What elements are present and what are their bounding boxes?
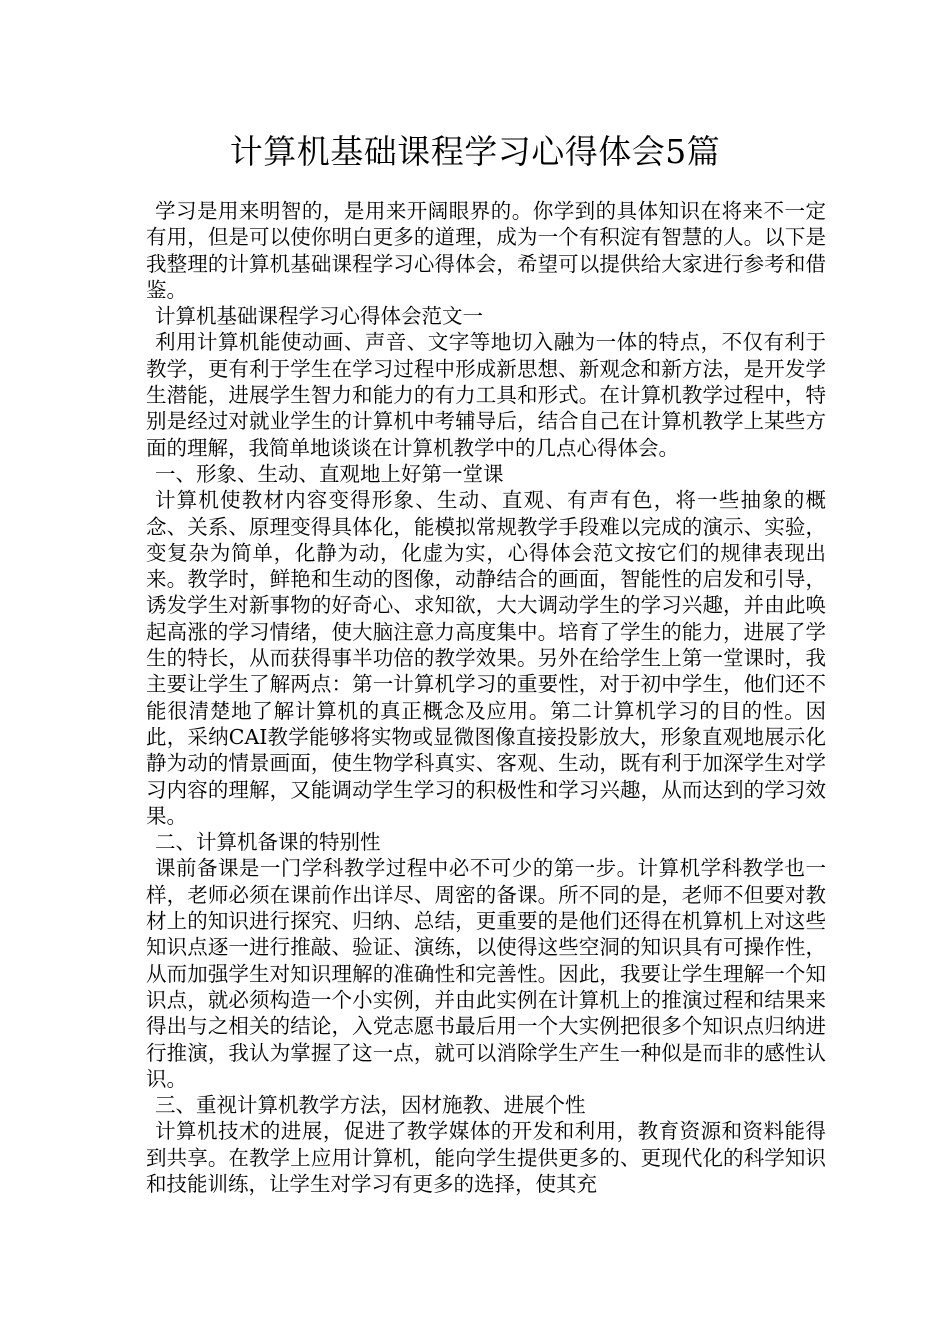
body-paragraph: 利用计算机能使动画、声音、文字等地切入融为一体的特点，不仅有利于教学，更有利于学生在学习过程中形成新思想、新观念和新方法，是开发学生潜能，进展学生智力和能力的有力工具和形式。在计算机教学过程中，特别是经过对就业学生的计算机中考辅导后，结合自己在计算机教学上某些方面的理解，我简单地谈谈在计算机教学中的几点心得体会。	[146, 330, 826, 460]
body-paragraph: 计算机技术的进展，促进了教学媒体的开发和利用，教育资源和资料能得到共享。在教学上应用计算机，能向学生提供更多的、更现代化的科学知识和技能训练，让学生对学习有更多的选择，使其充	[146, 1119, 826, 1196]
section-heading-sample-one: 计算机基础课程学习心得体会范文一	[155, 304, 483, 329]
section-heading-first-lesson: 一、形象、生动、直观地上好第一堂课	[155, 461, 504, 486]
section-heading-lesson-prep: 二、计算机备课的特别性	[155, 830, 381, 855]
document-title: 计算机基础课程学习心得体会5篇	[229, 132, 721, 171]
body-paragraph: 课前备课是一门学科教学过程中必不可少的第一步。计算机学科教学也一样，老师必须在课前作出详尽、周密的备课。所不同的是，老师不但要对教材上的知识进行探究、归纳、总结，更重要的是他们还得在机算机上对这些知识点逐一进行推敲、验证、演练，以使得这些空洞的知识具有可操作性，从而加强学生对知识理解的准确性和完善性。因此，我要让学生理解一个知识点，就必须构造一个小实例，并由此实例在计算机上的推演过程和结果来得出与之相关的结论，入党志愿书最后用一个大实例把很多个知识点归纳进行推演，我认为掌握了这一点，就可以消除学生产生一种似是而非的感性认识。	[146, 856, 826, 1091]
section-heading-teaching-methods: 三、重视计算机教学方法，因材施教、进展个性	[155, 1093, 586, 1118]
intro-paragraph: 学习是用来明智的，是用来开阔眼界的。你学到的具体知识在将来不一定有用，但是可以使你明白更多的道理，成为一个有积淀有智慧的人。以下是我整理的计算机基础课程学习心得体会，希望可以提供给大家进行参考和借鉴。	[146, 199, 826, 302]
document-body	[146, 198, 826, 1197]
body-paragraph: 计算机使教材内容变得形象、生动、直观、有声有色，将一些抽象的概念、关系、原理变得具体化，能模拟常规教学手段难以完成的演示、实验，变复杂为简单，化静为动，化虚为实，心得体会范文按它们的规律表现出来。教学时，鲜艳和生动的图像，动静结合的画面，智能性的启发和引导，诱发学生对新事物的好奇心、求知欲，大大调动学生的学习兴趣，并由此唤起高涨的学习情绪，使大脑注意力高度集中。培育了学生的能力，进展了学生的特长，从而获得事半功倍的教学效果。另外在给学生上第一堂课时，我主要让学生了解两点：第一计算机学习的重要性，对于初中学生，他们还不能很清楚地了解计算机的真正概念及应用。第二计算机学习的目的性。因此，采纳CAI教学能够将实物或显微图像直接投影放大，形象直观地展示化静为动的情景画面，使生物学科真实、客观、生动，既有利于加深学生对学习内容的理解，又能调动学生学习的积极性和学习兴趣，从而达到的学习效果。	[146, 488, 826, 828]
